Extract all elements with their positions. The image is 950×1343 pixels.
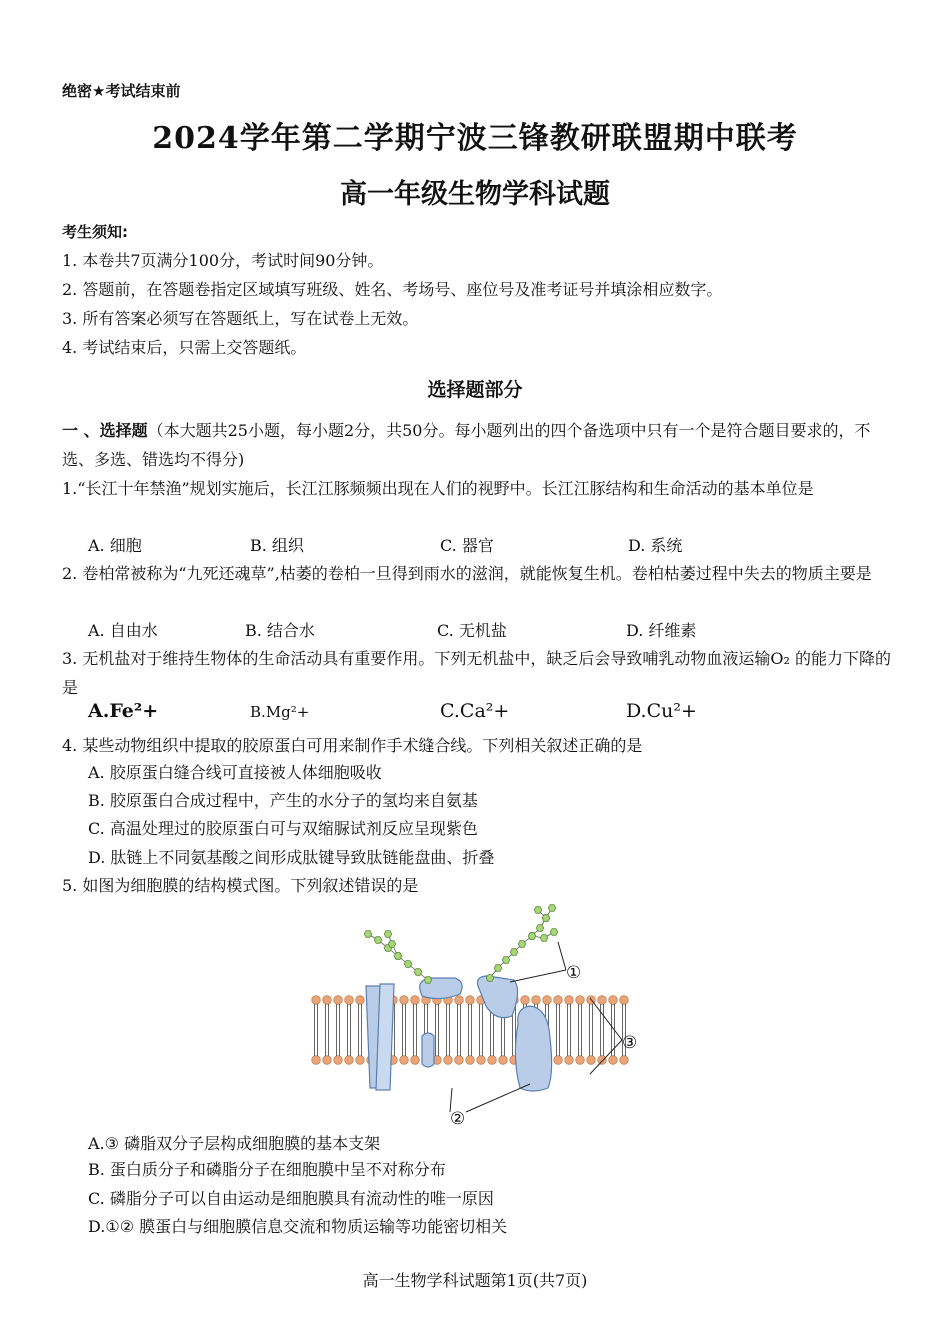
question-stem: 1.“长江十年禁渔”规划实施后，长江江豚频频出现在人们的视野中。长江江豚结构和生命活动的基本单位是 — [62, 479, 814, 498]
option-d: D.①② 膜蛋白与细胞膜信息交流和物质运输等功能密切相关 — [88, 1217, 508, 1236]
option-b: B. 结合水 — [245, 621, 315, 640]
option-c: C. 磷脂分子可以自由运动是细胞膜具有流动性的唯一原因 — [88, 1189, 494, 1208]
option-d: D. 肽链上不同氨基酸之间形成肽键导致肽链能盘曲、折叠 — [88, 848, 495, 867]
option-c: C. 高温处理过的胶原蛋白可与双缩脲试剂反应呈现紫色 — [88, 819, 478, 838]
exam-title: 2024学年第二学期宁波三锋教研联盟期中联考 — [152, 121, 798, 156]
section-intro — [62, 416, 892, 474]
option-a: A. 自由水 — [88, 621, 158, 640]
section-label: 一 、选择题 — [62, 421, 148, 440]
option-d: D.Cu²+ — [626, 700, 697, 722]
option-b: B. 组织 — [250, 536, 304, 555]
cell-membrane-figure — [300, 898, 650, 1128]
section-title: 选择题部分 — [427, 379, 523, 401]
glycoprotein — [477, 976, 517, 1018]
label-glycoprotein: ① — [566, 963, 582, 983]
label-bilayer: ③ — [622, 1033, 638, 1053]
phospholipid-bilayer — [312, 996, 629, 1065]
question-stem: 5. 如图为细胞膜的结构模式图。下列叙述错误的是 — [62, 876, 419, 895]
label-protein: ② — [450, 1109, 466, 1128]
question-stem: 3. 无机盐对于维持生物体的生命活动具有重要作用。下列无机盐中，缺乏后会导致哺乳动物血液运输O₂ 的能力下降的是 — [62, 649, 891, 697]
notice-item: 4. 考试结束后，只需上交答题纸。 — [62, 338, 307, 357]
notice-item: 2. 答题前，在答题卷指定区域填写班级、姓名、考场号、座位号及准考证号并填涂相应数字。 — [62, 280, 723, 299]
glycan-chain — [364, 905, 558, 984]
section-instructions: （本大题共25小题，每小题2分，共50分。每小题列出的四个备选项中只有一个是符合题目要求的，不选、多选、错选均不得分) — [62, 421, 871, 469]
option-b: B. 胶原蛋白合成过程中，产生的水分子的氢均来自氨基 — [88, 791, 478, 810]
option-c: C.Ca²+ — [440, 700, 510, 722]
option-a: A. 胶原蛋白缝合线可直接被人体细胞吸收 — [88, 763, 382, 782]
option-b: B. 蛋白质分子和磷脂分子在细胞膜中呈不对称分布 — [88, 1160, 446, 1179]
notice-heading: 考生须知: — [62, 223, 128, 241]
option-b: B.Mg²+ — [250, 703, 310, 721]
page-footer: 高一生物学科试题第1页(共7页) — [362, 1271, 588, 1290]
option-c: C. 无机盐 — [437, 621, 507, 640]
confidential-mark: 绝密★考试结束前 — [62, 82, 181, 100]
option-d: D. 系统 — [628, 536, 683, 555]
option-a: A. 细胞 — [88, 536, 142, 555]
option-a: A.Fe²+ — [88, 700, 159, 722]
notice-item: 3. 所有答案必须写在答题纸上，写在试卷上无效。 — [62, 309, 419, 328]
membrane-protein — [366, 984, 394, 1090]
exam-subtitle: 高一年级生物学科试题 — [340, 179, 610, 210]
embedded-protein — [422, 1033, 434, 1067]
question-stem: 4. 某些动物组织中提取的胶原蛋白可用来制作手术缝合线。下列相关叙述正确的是 — [62, 736, 643, 755]
option-c: C. 器官 — [440, 536, 494, 555]
notice-item: 1. 本卷共7页满分100分，考试时间90分钟。 — [62, 251, 384, 270]
transmembrane-protein — [515, 1006, 551, 1091]
question-stem: 2. 卷柏常被称为“九死还魂草”,枯萎的卷柏一旦得到雨水的滋润，就能恢复生机。卷柏枯萎过程中失去的物质主要是 — [62, 564, 872, 583]
option-a: A.③ 磷脂双分子层构成细胞膜的基本支架 — [88, 1134, 381, 1153]
option-d: D. 纤维素 — [626, 621, 697, 640]
